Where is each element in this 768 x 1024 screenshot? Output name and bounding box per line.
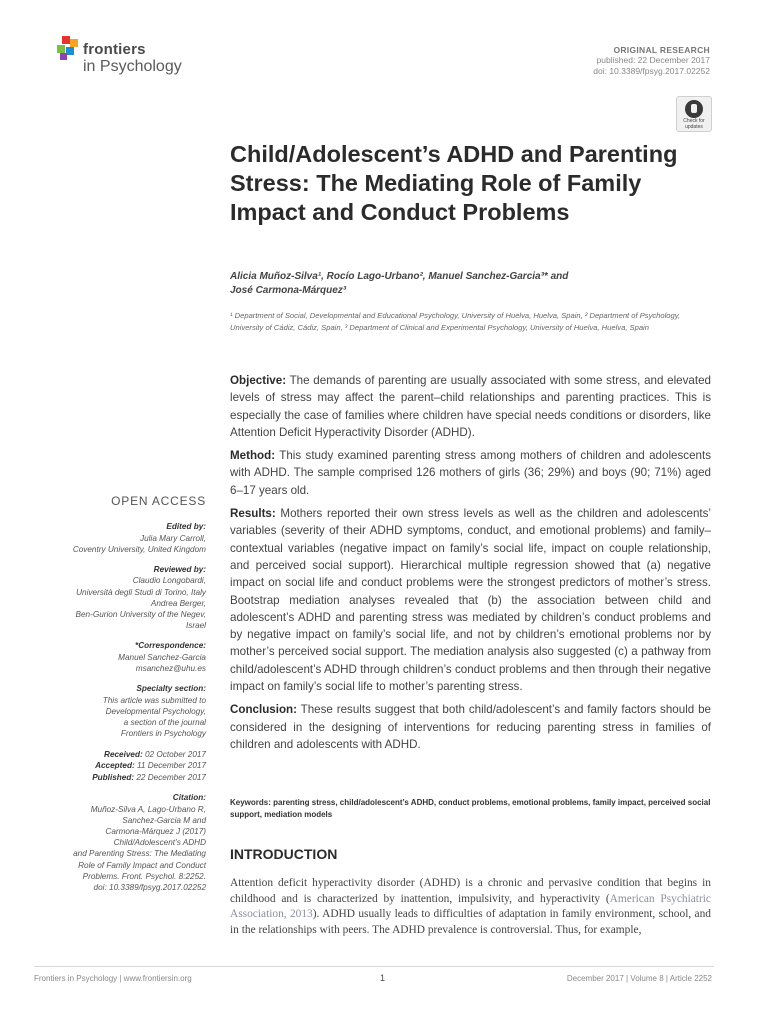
sidebar-line: and Parenting Stress: The Mediating bbox=[73, 849, 206, 859]
published-date-sidebar bbox=[56, 772, 206, 784]
reviewed-by-block bbox=[56, 564, 206, 632]
section-label: Method: bbox=[230, 449, 276, 463]
sidebar-line: This article was submitted to bbox=[102, 695, 206, 705]
sidebar-line: Israel bbox=[185, 621, 206, 631]
authors-line: José Carmona-Márquez³ bbox=[230, 284, 347, 296]
specialty-block bbox=[56, 683, 206, 739]
sidebar-label: Published: bbox=[92, 772, 135, 782]
journal-name: in Psychology bbox=[83, 58, 182, 75]
abstract-objective bbox=[230, 372, 711, 441]
check-for-updates-button[interactable] bbox=[676, 96, 712, 132]
dates-block bbox=[56, 749, 206, 784]
check-for-updates-label: Check for updates bbox=[683, 118, 705, 130]
section-text: These results suggest that both child/adolescent’s and family factors should be considered in the designing of interventions for reducing parenting stress in families of children and adolescents with ADHD. bbox=[230, 703, 711, 751]
section-text: Mothers reported their own stress levels as well as the children and adolescents’ variables (severity of their ADHD symptoms, conduct, and emotional problems) and family–contextual variables (negative impact on family’s social life, impact on couple relationship, and perceived social support). Hierarchical multiple regression showed that (a) negative impact on social life and conduct problems were the strongest predictors of mother’s stress. Bootstrap mediation analyses revealed that (b) the association between child and adolescent’s ADHD and parenting stress was mediated by children’s conduct problems and by negative impact on family’s social life, and not by children’s emotional problems nor by mother’s perceived social support. The mediation analysis also suggested (c) a pathway from child/adolescent’s ADHD through children’s conduct problems and then through their negative impact on family’s social life to mother’s parenting stress. bbox=[230, 507, 711, 694]
sidebar-line: Child/Adolescent’s ADHD bbox=[113, 838, 206, 848]
sidebar-label: Received: bbox=[104, 749, 143, 759]
sidebar-line: Carmona-Márquez J (2017) bbox=[105, 827, 206, 837]
section-text: The demands of parenting are usually associated with some stress, and elevated levels of stress may affect the parent–child relationships and parenting practices. This is especially the case of families where children have special needs conditions or disorders, like Attention Deficit Hyperactivity Disorder (ADHD). bbox=[230, 374, 711, 439]
sidebar-line: Ben-Gurion University of the Negev, bbox=[75, 610, 206, 620]
sidebar-value: 11 December 2017 bbox=[134, 761, 206, 771]
footer-journal[interactable]: Frontiers in Psychology | www.frontiersin.org bbox=[34, 974, 192, 983]
sidebar-line: Frontiers in Psychology bbox=[120, 729, 206, 739]
accepted-date bbox=[56, 760, 206, 772]
affiliations: ¹ Department of Social, Developmental and Educational Psychology, University of Huelva, Huelva, Spain, ² Department of Psychology, University of Cádiz, Cádiz, Spain, ³ Department of Clinical and Experimental Psychology, University of Huelva, Huelva, Spain bbox=[230, 311, 681, 332]
sidebar-value: 22 December 2017 bbox=[134, 772, 206, 782]
sidebar-value: 02 October 2017 bbox=[142, 749, 206, 759]
sidebar-line: Problems. Front. Psychol. 8:2252. bbox=[82, 871, 206, 881]
introduction-text bbox=[230, 876, 711, 938]
authors-line: Alicia Muñoz-Silva¹, Rocío Lago-Urbano², Manuel Sanchez-Garcia³* and bbox=[230, 271, 569, 282]
sidebar-line: Sanchez-Garcia M and bbox=[122, 815, 206, 825]
sidebar-line: a section of the journal bbox=[123, 718, 206, 728]
page-number: 1 bbox=[380, 973, 386, 983]
edited-by-block bbox=[56, 521, 206, 555]
sidebar-line: Julia Mary Carroll, bbox=[140, 533, 206, 543]
sidebar-line: Role of Family Impact and Conduct bbox=[78, 860, 206, 870]
sidebar-label: *Correspondence: bbox=[135, 641, 206, 651]
sidebar-line: Manuel Sanchez-Garcia bbox=[118, 652, 206, 662]
sidebar-line: Università degli Studi di Torino, Italy bbox=[76, 587, 206, 597]
section-text: This study examined parenting stress among mothers of children and adolescents with ADHD. The sample comprised 126 mothers of girls (36; 29%) and boys (90; 71%) aged 6–17 years old. bbox=[230, 449, 711, 497]
article-type: ORIGINAL RESEARCH bbox=[613, 45, 710, 55]
frontiers-logo-icon bbox=[56, 36, 80, 60]
sidebar-label: Edited by: bbox=[166, 522, 206, 531]
citation-link[interactable]: American Psychiatric Association, 2013 bbox=[230, 892, 711, 920]
sidebar-line: doi: 10.3389/fpsyg.2017.02252 bbox=[93, 883, 206, 893]
published-date: published: 22 December 2017 bbox=[596, 55, 710, 65]
sidebar-line: Claudio Longobardi, bbox=[132, 576, 206, 586]
journal-brand: frontiers bbox=[83, 41, 146, 58]
article-title: Child/Adolescent’s ADHD and Parenting Stress: The Mediating Role of Family Impact and Conduct Problems bbox=[230, 141, 678, 225]
doi[interactable]: doi: 10.3389/fpsyg.2017.02252 bbox=[593, 66, 710, 76]
sidebar bbox=[56, 494, 206, 902]
citation-block bbox=[56, 792, 206, 893]
footer-issue: December 2017 | Volume 8 | Article 2252 bbox=[566, 974, 712, 983]
abstract bbox=[230, 372, 711, 759]
section-label: Conclusion: bbox=[230, 703, 297, 717]
abstract-conclusion bbox=[230, 701, 711, 753]
intro-text-part: Attention deficit hyperactivity disorder (ADHD) is a chronic and pervasive condition that begins in childhood and is characterized by inattention, impulsivity, and hyperactivity ( bbox=[230, 877, 711, 905]
intro-text-part: ). ADHD usually leads to difficulties of adaptation in family environment, school, and in the relationships with peers. The ADHD prevalence is controversial. Thus, for example, bbox=[230, 908, 711, 936]
abstract-results bbox=[230, 505, 711, 695]
introduction-heading: INTRODUCTION bbox=[230, 846, 338, 862]
sidebar-label: Specialty section: bbox=[136, 684, 206, 694]
correspondence-block bbox=[56, 640, 206, 674]
authors bbox=[230, 270, 710, 297]
received-date bbox=[56, 749, 206, 761]
sidebar-line: Developmental Psychology, bbox=[105, 707, 206, 717]
sidebar-line: Coventry University, United Kingdom bbox=[72, 544, 206, 554]
sidebar-line: Andrea Berger, bbox=[150, 598, 206, 608]
email-link[interactable]: msanchez@uhu.es bbox=[135, 664, 206, 674]
open-access-label: OPEN ACCESS bbox=[111, 494, 206, 508]
journal-logo[interactable] bbox=[56, 36, 216, 80]
article-meta bbox=[593, 45, 710, 77]
sidebar-label: Accepted: bbox=[95, 761, 135, 771]
footer-divider bbox=[34, 966, 714, 967]
sidebar-label: Reviewed by: bbox=[153, 564, 206, 574]
abstract-method bbox=[230, 447, 711, 499]
section-label: Results: bbox=[230, 507, 276, 521]
sidebar-line: Muñoz-Silva A, Lago-Urbano R, bbox=[90, 804, 206, 814]
keywords: Keywords: parenting stress, child/adolescent’s ADHD, conduct problems, emotional problems, family impact, perceived social support, mediation models bbox=[230, 798, 711, 819]
sidebar-label: Citation: bbox=[172, 793, 206, 803]
section-label: Objective: bbox=[230, 374, 287, 387]
bookmark-icon bbox=[685, 100, 703, 118]
